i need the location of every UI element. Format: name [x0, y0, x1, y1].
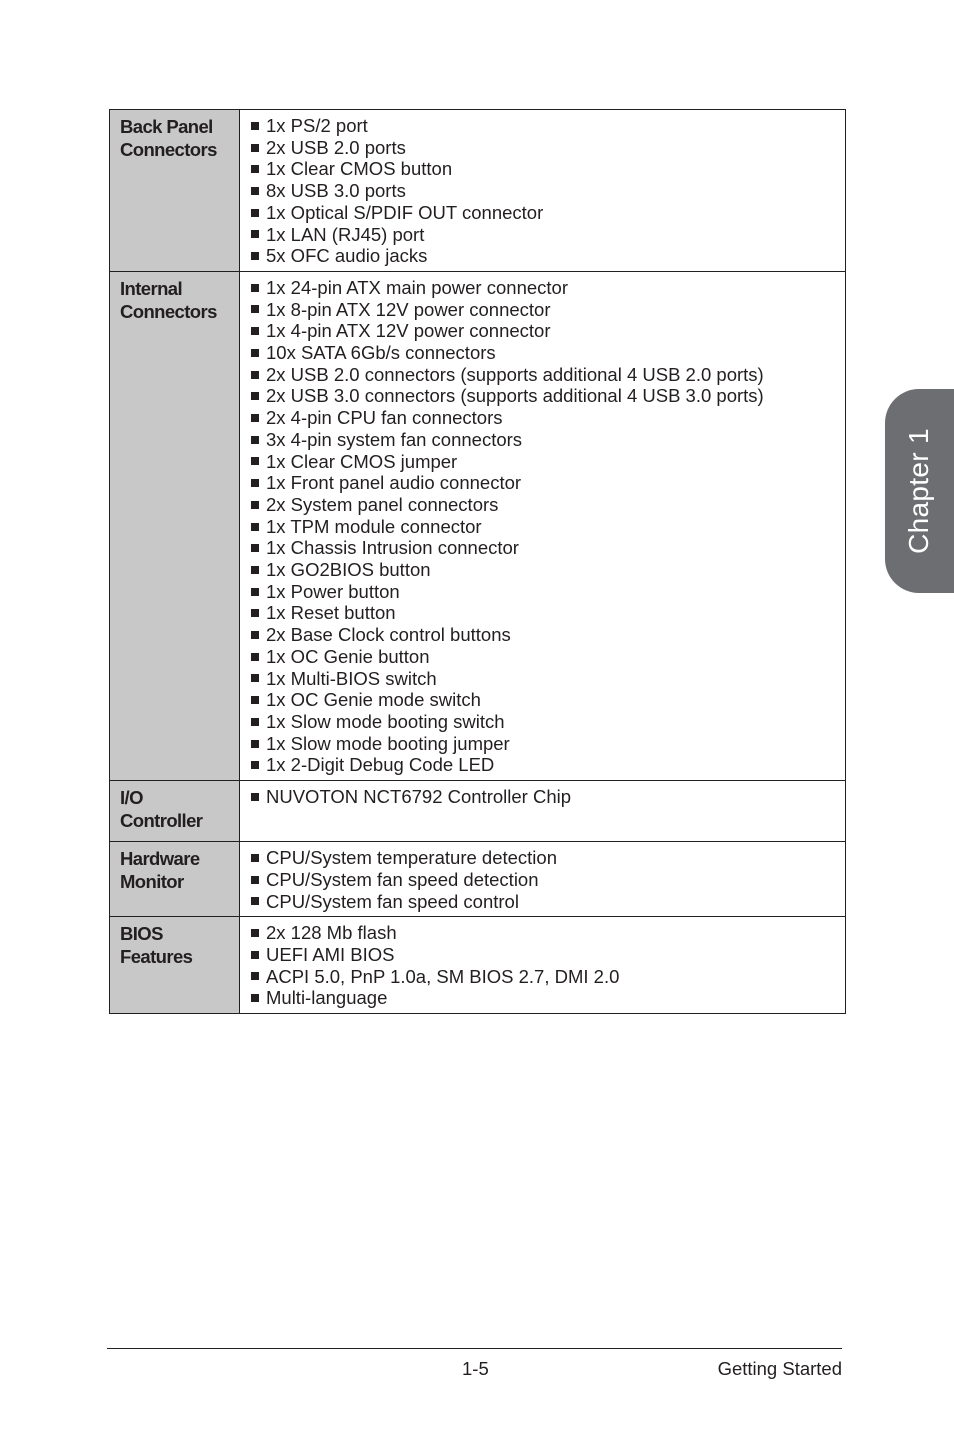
square-bullet-icon	[251, 761, 259, 769]
square-bullet-icon	[251, 327, 259, 335]
spec-list-item	[251, 537, 845, 559]
spec-item-text: ACPI 5.0, PnP 1.0a, SM BIOS 2.7, DMI 2.0	[266, 965, 620, 987]
spec-list-item	[251, 733, 845, 755]
spec-list-item	[251, 624, 845, 646]
spec-item-text: UEFI AMI BIOS	[266, 943, 395, 965]
square-bullet-icon	[251, 122, 259, 130]
square-bullet-icon	[251, 929, 259, 937]
spec-item-text: 1x 2-Digit Debug Code LED	[266, 754, 495, 776]
spec-item-text: 1x 8-pin ATX 12V power connector	[266, 298, 551, 320]
spec-category-label-line: Controller	[120, 810, 203, 832]
spec-category-label	[110, 842, 240, 917]
spec-list-item	[251, 364, 845, 386]
spec-list-item	[251, 407, 845, 429]
square-bullet-icon	[251, 501, 259, 509]
spec-list-item	[251, 602, 845, 624]
spec-list-item	[251, 451, 845, 473]
spec-row	[110, 271, 846, 780]
square-bullet-icon	[251, 414, 259, 422]
spec-row	[110, 110, 846, 272]
spec-item-text: 1x Slow mode booting jumper	[266, 732, 510, 754]
square-bullet-icon	[251, 609, 259, 617]
spec-category-label	[110, 110, 240, 272]
spec-list-item	[251, 516, 845, 538]
spec-list-item	[251, 137, 845, 159]
square-bullet-icon	[251, 854, 259, 862]
spec-item-text: 1x Power button	[266, 580, 400, 602]
spec-item-text: 5x OFC audio jacks	[266, 245, 428, 267]
spec-item-text: CPU/System fan speed control	[266, 890, 519, 912]
spec-category-label-line: Monitor	[120, 871, 184, 893]
square-bullet-icon	[251, 653, 259, 661]
square-bullet-icon	[251, 144, 259, 152]
spec-list-item	[251, 922, 845, 944]
spec-list-item	[251, 668, 845, 690]
square-bullet-icon	[251, 972, 259, 980]
square-bullet-icon	[251, 696, 259, 704]
square-bullet-icon	[251, 230, 259, 238]
spec-list-item	[251, 494, 845, 516]
spec-category-label-line: Connectors	[120, 300, 217, 322]
spec-list-item	[251, 245, 845, 267]
spec-item-text: 10x SATA 6Gb/s connectors	[266, 342, 496, 364]
spec-category-label	[110, 917, 240, 1014]
spec-list-item	[251, 472, 845, 494]
square-bullet-icon	[251, 740, 259, 748]
spec-item-text: Multi-language	[266, 987, 388, 1009]
chapter-tab-label: Chapter 1	[903, 428, 934, 554]
spec-item-list	[240, 110, 846, 272]
spec-item-text: 1x GO2BIOS button	[266, 559, 431, 581]
spec-category-label-line: Features	[120, 946, 193, 968]
spec-list-item	[251, 299, 845, 321]
spec-item-list	[240, 917, 846, 1014]
spec-row	[110, 781, 846, 842]
square-bullet-icon	[251, 436, 259, 444]
spec-item-text: 1x PS/2 port	[266, 115, 368, 136]
square-bullet-icon	[251, 479, 259, 487]
square-bullet-icon	[251, 951, 259, 959]
spec-list-item	[251, 847, 845, 869]
spec-item-text: 1x OC Genie button	[266, 645, 430, 667]
square-bullet-icon	[251, 718, 259, 726]
spec-item-text: NUVOTON NCT6792 Controller Chip	[266, 786, 572, 808]
spec-list-item	[251, 581, 845, 603]
spec-list-item	[251, 320, 845, 342]
spec-item-text: CPU/System fan speed detection	[266, 868, 539, 890]
spec-category-label-line: Hardware	[120, 848, 200, 870]
footer-section-name: Getting Started	[717, 1358, 842, 1379]
spec-list-item	[251, 559, 845, 581]
spec-item-text: 2x 4-pin CPU fan connectors	[266, 407, 503, 429]
square-bullet-icon	[251, 284, 259, 292]
spec-item-text: 8x USB 3.0 ports	[266, 180, 406, 202]
footer-divider	[107, 1348, 842, 1349]
spec-item-text: 1x Chassis Intrusion connector	[266, 537, 519, 559]
square-bullet-icon	[251, 793, 259, 801]
spec-list-item	[251, 646, 845, 668]
spec-list-item	[251, 944, 845, 966]
spec-list-item	[251, 987, 845, 1009]
square-bullet-icon	[251, 371, 259, 379]
spec-category-label-line: Internal	[120, 277, 183, 299]
spec-category-label	[110, 271, 240, 780]
spec-item-text: 1x Front panel audio connector	[266, 472, 522, 494]
spec-list-item	[251, 711, 845, 733]
spec-item-text: 1x Clear CMOS button	[266, 158, 453, 180]
square-bullet-icon	[251, 252, 259, 260]
spec-item-text: 2x System panel connectors	[266, 493, 499, 515]
spec-item-text: 1x 4-pin ATX 12V power connector	[266, 320, 551, 342]
square-bullet-icon	[251, 523, 259, 531]
square-bullet-icon	[251, 566, 259, 574]
spec-item-text: 1x OC Genie mode switch	[266, 689, 481, 711]
spec-list-item	[251, 869, 845, 891]
spec-category-label-line: Connectors	[120, 139, 217, 160]
page-number: 1-5	[462, 1358, 489, 1379]
square-bullet-icon	[251, 209, 259, 217]
square-bullet-icon	[251, 897, 259, 905]
square-bullet-icon	[251, 187, 259, 195]
square-bullet-icon	[251, 588, 259, 596]
spec-item-text: 2x 128 Mb flash	[266, 922, 397, 944]
spec-list-item	[251, 891, 845, 913]
spec-list-item	[251, 754, 845, 776]
spec-list-item	[251, 786, 845, 808]
specifications-table-body	[110, 110, 846, 1014]
spec-list-item	[251, 966, 845, 988]
spec-item-list	[240, 781, 846, 842]
spec-category-label	[110, 781, 240, 842]
square-bullet-icon	[251, 165, 259, 173]
spec-item-list	[240, 271, 846, 780]
spec-item-text: 1x Multi-BIOS switch	[266, 667, 437, 689]
square-bullet-icon	[251, 674, 259, 682]
spec-item-text: 1x TPM module connector	[266, 515, 482, 537]
spec-item-text: 3x 4-pin system fan connectors	[266, 428, 523, 450]
spec-item-text: 1x LAN (RJ45) port	[266, 223, 425, 245]
spec-category-label-line: BIOS	[120, 923, 163, 945]
spec-row	[110, 917, 846, 1014]
spec-list-item	[251, 342, 845, 364]
spec-row	[110, 842, 846, 917]
square-bullet-icon	[251, 305, 259, 313]
spec-list-item	[251, 158, 845, 180]
square-bullet-icon	[251, 392, 259, 400]
spec-item-list	[240, 842, 846, 917]
spec-item-text: 2x USB 2.0 connectors (supports additional 4 USB 2.0 ports)	[266, 363, 764, 385]
square-bullet-icon	[251, 994, 259, 1002]
spec-item-text: 1x Clear CMOS jumper	[266, 450, 458, 472]
square-bullet-icon	[251, 876, 259, 884]
spec-item-text: 2x USB 3.0 connectors (supports additional 4 USB 3.0 ports)	[266, 385, 764, 407]
square-bullet-icon	[251, 631, 259, 639]
spec-list-item	[251, 429, 845, 451]
spec-list-item	[251, 202, 845, 224]
spec-item-text: 1x Slow mode booting switch	[266, 710, 505, 732]
spec-list-item	[251, 385, 845, 407]
spec-item-text: 1x Optical S/PDIF OUT connector	[266, 201, 544, 223]
spec-list-item	[251, 115, 845, 137]
square-bullet-icon	[251, 349, 259, 357]
spec-list-item	[251, 689, 845, 711]
square-bullet-icon	[251, 544, 259, 552]
spec-list-item	[251, 277, 845, 299]
specifications-table	[109, 109, 846, 1014]
spec-list-item	[251, 180, 845, 202]
square-bullet-icon	[251, 457, 259, 465]
spec-item-text: 2x USB 2.0 ports	[266, 136, 406, 158]
spec-list-item	[251, 224, 845, 246]
spec-item-text: 1x Reset button	[266, 602, 396, 624]
spec-category-label-line: I/O	[120, 787, 143, 809]
spec-item-text: CPU/System temperature detection	[266, 847, 557, 869]
spec-item-text: 1x 24-pin ATX main power connector	[266, 276, 568, 298]
spec-item-text: 2x Base Clock control buttons	[266, 624, 511, 646]
spec-category-label-line: Back Panel	[120, 116, 213, 137]
